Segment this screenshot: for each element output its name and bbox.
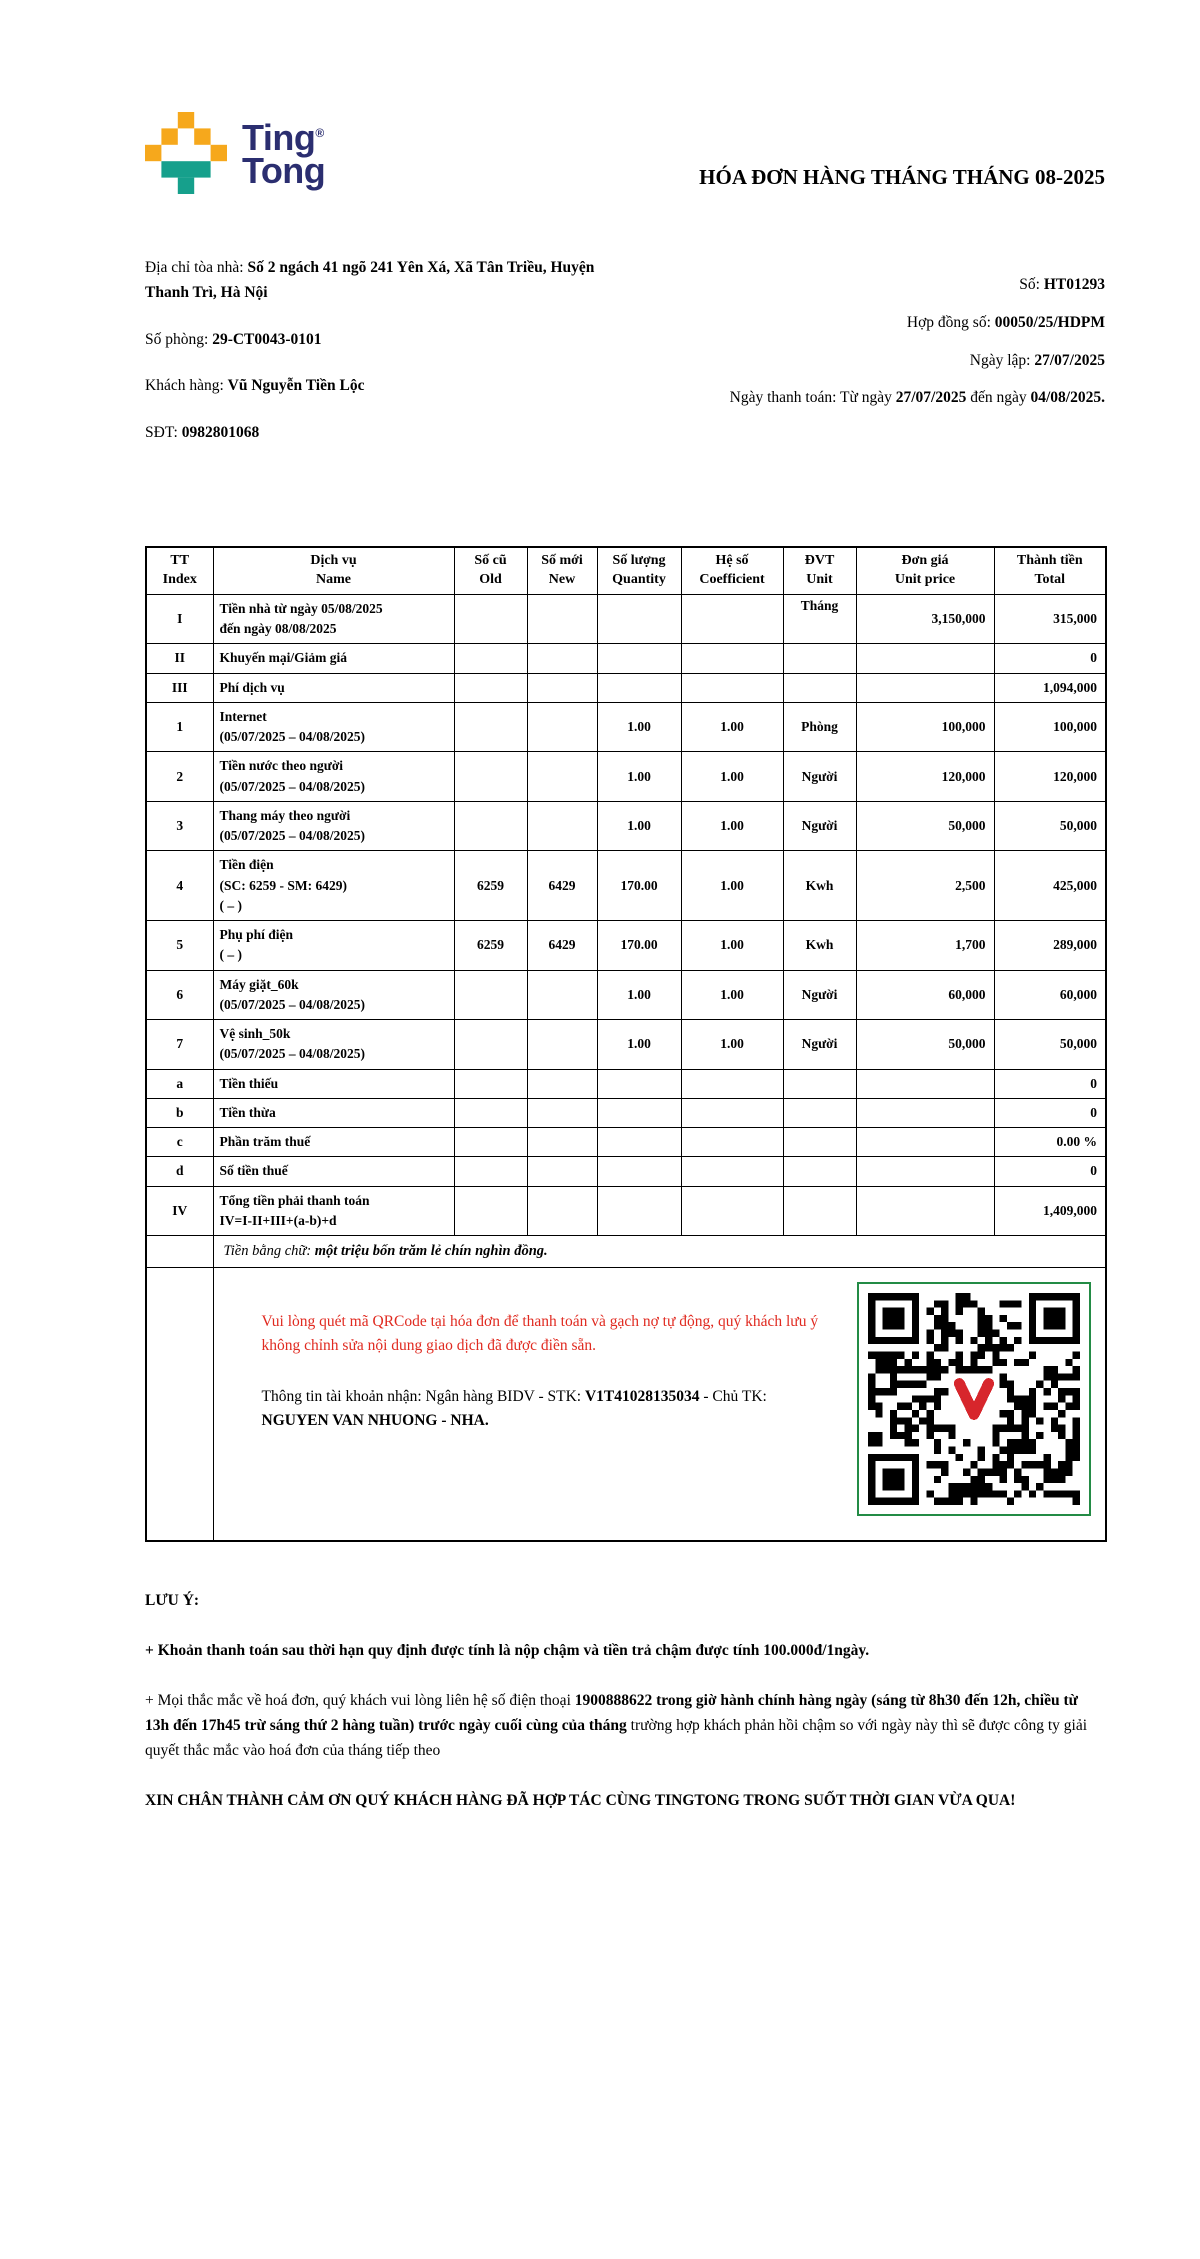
note-contact bbox=[145, 1688, 1105, 1763]
cell-old bbox=[454, 752, 527, 802]
cell-qty: 1.00 bbox=[597, 1020, 681, 1070]
column-header bbox=[856, 547, 994, 594]
table-row bbox=[146, 1128, 1106, 1157]
cell-coef: 1.00 bbox=[681, 1020, 783, 1070]
service-name bbox=[213, 801, 454, 851]
tingtong-logo bbox=[145, 112, 325, 194]
cell-price bbox=[856, 673, 994, 702]
account-intro: Thông tin tài khoản nhận: Ngân hàng BIDV - STK: bbox=[261, 1388, 585, 1406]
cell-price: 120,000 bbox=[856, 752, 994, 802]
cell-unit: Người bbox=[783, 752, 856, 802]
column-header-vi: TT bbox=[170, 552, 190, 568]
cell-unit bbox=[783, 1186, 856, 1236]
service-name bbox=[213, 702, 454, 752]
account-owner-label: - Chủ TK: bbox=[699, 1388, 767, 1406]
column-header bbox=[527, 547, 597, 594]
column-header bbox=[681, 547, 783, 594]
cell-old bbox=[454, 970, 527, 1020]
cell-qty: 1.00 bbox=[597, 752, 681, 802]
cell-total: 0 bbox=[994, 1069, 1106, 1098]
column-header-vi: Dịch vụ bbox=[310, 552, 357, 568]
column-header-vi: Số mới bbox=[541, 552, 583, 568]
cell-total: 315,000 bbox=[994, 594, 1106, 644]
table-row bbox=[146, 851, 1106, 921]
cell-coef: 1.00 bbox=[681, 702, 783, 752]
text-segment: trường hợp khách phản hồi chậm so với ngày này thì sẽ được công ty giải quyết thắc mắc vào hoá đơn của tháng tiếp theo bbox=[145, 1717, 1088, 1760]
cell-total: 0 bbox=[994, 1157, 1106, 1186]
cell-old bbox=[454, 1069, 527, 1098]
table-row bbox=[146, 702, 1106, 752]
text-segment: 29-CT0043-0101 bbox=[212, 330, 322, 348]
tingtong-logo-icon bbox=[145, 112, 227, 194]
cell-new bbox=[527, 1186, 597, 1236]
cell-unit bbox=[783, 644, 856, 673]
account-owner: NGUYEN VAN NHUONG - NHA bbox=[261, 1412, 485, 1430]
invoice-number bbox=[705, 273, 1105, 298]
column-header bbox=[994, 547, 1106, 594]
customer-name bbox=[145, 374, 597, 399]
service-name bbox=[213, 1157, 454, 1186]
cell-qty bbox=[597, 673, 681, 702]
cell-total: 100,000 bbox=[994, 702, 1106, 752]
table-row bbox=[146, 752, 1106, 802]
service-name-line: (05/07/2025 – 04/08/2025) bbox=[219, 778, 365, 794]
cell-new bbox=[527, 1157, 597, 1186]
row-index: IV bbox=[146, 1186, 213, 1236]
row-index: 3 bbox=[146, 801, 213, 851]
service-name-line: Thang máy theo người bbox=[219, 807, 351, 823]
cell-qty bbox=[597, 1098, 681, 1127]
column-header-vi: Hệ số bbox=[715, 552, 749, 568]
invoice-title: HÓA ĐƠN HÀNG THÁNG THÁNG 08-2025 bbox=[699, 165, 1105, 189]
cell-new bbox=[527, 801, 597, 851]
cell-new: 6429 bbox=[527, 851, 597, 921]
cell-total: 0 bbox=[994, 1098, 1106, 1127]
column-header-en: Quantity bbox=[612, 571, 666, 587]
cell-coef: 1.00 bbox=[681, 851, 783, 921]
notes-section bbox=[145, 1592, 1105, 1814]
cell-unit: Người bbox=[783, 970, 856, 1020]
cell-old bbox=[454, 644, 527, 673]
cell-unit: Người bbox=[783, 1020, 856, 1070]
text-segment: Ngày lập: bbox=[969, 351, 1035, 369]
column-header bbox=[213, 547, 454, 594]
cell-old bbox=[454, 1020, 527, 1070]
cell-unit bbox=[783, 673, 856, 702]
cell-new: 6429 bbox=[527, 921, 597, 971]
row-index: d bbox=[146, 1157, 213, 1186]
column-header bbox=[146, 547, 213, 594]
cell-total: 0 bbox=[994, 644, 1106, 673]
cell-old bbox=[454, 594, 527, 644]
column-header-en: Unit bbox=[806, 571, 833, 587]
cell-old bbox=[454, 702, 527, 752]
cell-unit: Phòng bbox=[783, 702, 856, 752]
cell-total: 50,000 bbox=[994, 801, 1106, 851]
empty-index-cell bbox=[146, 1268, 213, 1542]
cell-qty: 170.00 bbox=[597, 851, 681, 921]
cell-new bbox=[527, 644, 597, 673]
cell-old bbox=[454, 1186, 527, 1236]
invoice-table bbox=[145, 546, 1107, 1542]
service-name bbox=[213, 1098, 454, 1127]
cell-qty bbox=[597, 644, 681, 673]
text-segment: trước ngày cuối cùng của tháng bbox=[418, 1717, 627, 1735]
cell-price: 1,700 bbox=[856, 921, 994, 971]
text-segment: SĐT: bbox=[145, 424, 182, 442]
service-name-line: IV=I-II+III+(a-b)+d bbox=[219, 1212, 337, 1228]
cell-price: 60,000 bbox=[856, 970, 994, 1020]
text-segment: Địa chỉ tòa nhà: bbox=[145, 259, 248, 276]
text-segment: Hợp đồng số: bbox=[906, 313, 995, 331]
text-segment: 0982801068 bbox=[181, 424, 260, 442]
row-index: 6 bbox=[146, 970, 213, 1020]
service-name-line: (05/07/2025 – 04/08/2025) bbox=[219, 996, 365, 1012]
cell-qty bbox=[597, 594, 681, 644]
cell-price bbox=[856, 1128, 994, 1157]
text-segment: Vũ Nguyễn Tiền Lộc bbox=[227, 377, 365, 395]
row-index: a bbox=[146, 1069, 213, 1098]
service-name bbox=[213, 752, 454, 802]
info-right-column bbox=[705, 256, 1105, 468]
cell-qty bbox=[597, 1157, 681, 1186]
service-name-line: đến ngày 08/08/2025 bbox=[219, 621, 337, 637]
service-name-line: Phí dịch vụ bbox=[219, 679, 285, 695]
service-name-line: Phụ phí điện bbox=[219, 927, 294, 943]
cell-total: 60,000 bbox=[994, 970, 1106, 1020]
cell-coef: 1.00 bbox=[681, 970, 783, 1020]
account-suffix: . bbox=[484, 1412, 489, 1430]
cell-unit bbox=[783, 1157, 856, 1186]
amount-in-words-row bbox=[146, 1236, 1106, 1268]
text-segment: Số 2 ngách 41 ngõ 241 Yên Xá, Xã Tân Triều, Huyện Thanh Trì, Hà Nội bbox=[145, 259, 595, 301]
cell-new bbox=[527, 970, 597, 1020]
cell-coef bbox=[681, 1069, 783, 1098]
text-segment: HT01293 bbox=[1043, 276, 1105, 293]
cell-new bbox=[527, 702, 597, 752]
text-segment: + Mọi thắc mắc về hoá đơn, quý khách vui lòng liên hệ số điện thoại bbox=[145, 1692, 575, 1710]
cell-old bbox=[454, 801, 527, 851]
column-header bbox=[783, 547, 856, 594]
cell-total: 1,409,000 bbox=[994, 1186, 1106, 1236]
cell-unit bbox=[783, 1128, 856, 1157]
qr-payment-note: Vui lòng quét mã QRCode tại hóa đơn để thanh toán và gạch nợ tự động, quý khách lưu ý không chỉnh sửa nội dung giao dịch đã được điền sẵn. bbox=[261, 1313, 819, 1355]
service-name bbox=[213, 1020, 454, 1070]
column-header bbox=[597, 547, 681, 594]
column-header-en: Coefficient bbox=[699, 571, 765, 587]
cell-old: 6259 bbox=[454, 851, 527, 921]
cell-qty: 1.00 bbox=[597, 702, 681, 752]
table-row bbox=[146, 1069, 1106, 1098]
cell-old: 6259 bbox=[454, 921, 527, 971]
cell-coef bbox=[681, 594, 783, 644]
row-index: 1 bbox=[146, 702, 213, 752]
cell-new bbox=[527, 1128, 597, 1157]
service-name-line: Tổng tiền phải thanh toán bbox=[219, 1192, 370, 1208]
logo-word-tong: Tong bbox=[242, 150, 326, 192]
table-row bbox=[146, 644, 1106, 673]
text-segment: 27/07/2025 bbox=[895, 389, 967, 407]
column-header-vi: Thành tiền bbox=[1016, 552, 1083, 568]
cell-total: 0.00 % bbox=[994, 1128, 1106, 1157]
contract-number bbox=[705, 311, 1105, 336]
service-name-line: Tiền nước theo người bbox=[219, 758, 344, 774]
cell-new bbox=[527, 1069, 597, 1098]
column-header-en: Index bbox=[162, 571, 197, 587]
row-index: b bbox=[146, 1098, 213, 1127]
cell-total: 1,094,000 bbox=[994, 673, 1106, 702]
service-name-line: Khuyến mại/Giảm giá bbox=[219, 650, 348, 666]
account-info bbox=[262, 1385, 828, 1433]
table-row bbox=[146, 921, 1106, 971]
cell-price bbox=[856, 1186, 994, 1236]
column-header-en: Unit price bbox=[894, 571, 956, 587]
table-head bbox=[146, 547, 1106, 594]
cell-unit bbox=[783, 1069, 856, 1098]
cell-qty: 170.00 bbox=[597, 921, 681, 971]
cell-qty bbox=[597, 1069, 681, 1098]
service-name-line: Số tiền thuế bbox=[219, 1163, 288, 1179]
table-row bbox=[146, 970, 1106, 1020]
cell-coef: 1.00 bbox=[681, 801, 783, 851]
amount-in-words-value: một triệu bốn trăm lẻ chín nghìn đồng. bbox=[314, 1243, 548, 1260]
service-name bbox=[213, 673, 454, 702]
issue-date bbox=[705, 349, 1105, 374]
cell-new bbox=[527, 1098, 597, 1127]
table-row bbox=[146, 1186, 1106, 1236]
table-row bbox=[146, 1157, 1106, 1186]
room-number bbox=[145, 328, 597, 353]
cell-unit bbox=[783, 1098, 856, 1127]
cell-total: 120,000 bbox=[994, 752, 1106, 802]
phone-number bbox=[145, 421, 597, 446]
notes-heading: LƯU Ý: bbox=[145, 1592, 200, 1610]
service-name-line: (05/07/2025 – 04/08/2025) bbox=[219, 729, 365, 745]
text-segment: Số phòng: bbox=[145, 330, 213, 348]
service-name bbox=[213, 644, 454, 673]
qr-row bbox=[146, 1268, 1106, 1542]
cell-coef bbox=[681, 1128, 783, 1157]
payment-period bbox=[705, 386, 1105, 411]
cell-unit: Người bbox=[783, 801, 856, 851]
cell-old bbox=[454, 673, 527, 702]
cell-unit: Kwh bbox=[783, 851, 856, 921]
table-foot bbox=[146, 1236, 1106, 1542]
service-name bbox=[213, 1186, 454, 1236]
cell-total: 50,000 bbox=[994, 1020, 1106, 1070]
table-row bbox=[146, 673, 1106, 702]
cell-price: 100,000 bbox=[856, 702, 994, 752]
cell-new bbox=[527, 673, 597, 702]
logo-word-ting: Ting® bbox=[242, 117, 324, 158]
registered-mark: ® bbox=[315, 126, 324, 140]
service-name bbox=[213, 594, 454, 644]
qr-note-block bbox=[262, 1282, 828, 1433]
cell-price: 50,000 bbox=[856, 801, 994, 851]
text-segment: 1900888622 trong giờ hành chính hàng ngày (sáng từ 8h30 đến 12h, chiều từ 13h đến 17h45 trừ sáng thứ 2 hàng tuần) bbox=[145, 1692, 1078, 1735]
column-header-vi: Đơn giá bbox=[901, 552, 949, 568]
cell-qty: 1.00 bbox=[597, 970, 681, 1020]
cell-new bbox=[527, 594, 597, 644]
cell-new bbox=[527, 1020, 597, 1070]
cell-price bbox=[856, 1069, 994, 1098]
text-segment: Số: bbox=[1019, 276, 1044, 293]
cell-old bbox=[454, 1098, 527, 1127]
cell-price: 3,150,000 bbox=[856, 594, 994, 644]
text-segment: Ngày thanh toán: Từ ngày bbox=[729, 389, 896, 407]
service-name-line: Tiền thiếu bbox=[219, 1075, 279, 1091]
qr-section bbox=[213, 1268, 1106, 1542]
cell-new bbox=[527, 752, 597, 802]
table-row bbox=[146, 594, 1106, 644]
table-body bbox=[146, 594, 1106, 1235]
cell-price: 50,000 bbox=[856, 1020, 994, 1070]
note-thanks: XIN CHÂN THÀNH CẢM ƠN QUÝ KHÁCH HÀNG ĐÃ HỢP TÁC CÙNG TINGTONG TRONG SUỐT THỜI GIAN VỪA QUA! bbox=[145, 1792, 1016, 1810]
row-index: 5 bbox=[146, 921, 213, 971]
account-number: V1T41028135034 bbox=[584, 1388, 700, 1406]
row-index: I bbox=[146, 594, 213, 644]
table-row bbox=[146, 801, 1106, 851]
table-row bbox=[146, 1020, 1106, 1070]
building-address bbox=[145, 256, 597, 306]
cell-old bbox=[454, 1157, 527, 1186]
column-header-en: Name bbox=[316, 571, 351, 587]
cell-coef bbox=[681, 1098, 783, 1127]
cell-coef bbox=[681, 1157, 783, 1186]
info-left-column bbox=[145, 256, 597, 468]
column-header-vi: ĐVT bbox=[804, 552, 835, 568]
table-row bbox=[146, 1098, 1106, 1127]
row-index: c bbox=[146, 1128, 213, 1157]
row-index: 2 bbox=[146, 752, 213, 802]
text-segment: đến ngày bbox=[966, 389, 1031, 407]
column-header-vi: Số lượng bbox=[612, 552, 666, 568]
cell-old bbox=[454, 1128, 527, 1157]
cell-qty: 1.00 bbox=[597, 801, 681, 851]
text-segment: 00050/25/HDPM bbox=[994, 313, 1105, 331]
cell-coef bbox=[681, 644, 783, 673]
qr-code-image bbox=[868, 1293, 1080, 1505]
cell-qty bbox=[597, 1186, 681, 1236]
cell-coef bbox=[681, 673, 783, 702]
column-header-en: Total bbox=[1034, 571, 1066, 587]
text-segment: 04/08/2025. bbox=[1030, 389, 1105, 407]
cell-coef: 1.00 bbox=[681, 752, 783, 802]
header bbox=[145, 112, 1105, 194]
empty-index-cell bbox=[146, 1236, 213, 1268]
row-index: II bbox=[146, 644, 213, 673]
cell-coef bbox=[681, 1186, 783, 1236]
column-header-vi: Số cũ bbox=[474, 552, 507, 568]
cell-qty bbox=[597, 1128, 681, 1157]
qr-code bbox=[857, 1282, 1091, 1516]
logo-wordmark bbox=[242, 112, 326, 192]
cell-unit: Kwh bbox=[783, 921, 856, 971]
cell-price bbox=[856, 1098, 994, 1127]
service-name-line: (05/07/2025 – 04/08/2025) bbox=[219, 1046, 365, 1062]
note-late-payment: + Khoản thanh toán sau thời hạn quy định được tính là nộp chậm và tiền trả chậm được tính 100.000đ/1ngày. bbox=[145, 1642, 870, 1660]
cell-total: 425,000 bbox=[994, 851, 1106, 921]
cell-coef: 1.00 bbox=[681, 921, 783, 971]
service-name-line: Phần trăm thuế bbox=[219, 1134, 311, 1150]
amount-in-words bbox=[213, 1236, 1106, 1268]
service-name bbox=[213, 851, 454, 921]
cell-total: 289,000 bbox=[994, 921, 1106, 971]
service-name-line: Tiền thừa bbox=[219, 1104, 276, 1120]
table-header-row bbox=[146, 547, 1106, 594]
service-name-line: (05/07/2025 – 04/08/2025) bbox=[219, 828, 365, 844]
service-name-line: ( – ) bbox=[219, 897, 242, 913]
service-name bbox=[213, 921, 454, 971]
service-name-line: ( – ) bbox=[219, 947, 242, 963]
column-header bbox=[454, 547, 527, 594]
text-segment: 27/07/2025 bbox=[1034, 351, 1105, 369]
cell-price bbox=[856, 1157, 994, 1186]
amount-in-words-label: Tiền bằng chữ: bbox=[223, 1243, 315, 1260]
service-name-line: (SC: 6259 - SM: 6429) bbox=[219, 877, 347, 893]
service-name bbox=[213, 1069, 454, 1098]
service-name bbox=[213, 1128, 454, 1157]
column-header-en: Old bbox=[479, 571, 502, 587]
row-index: 4 bbox=[146, 851, 213, 921]
cell-price: 2,500 bbox=[856, 851, 994, 921]
service-name-line: Vệ sinh_50k bbox=[219, 1026, 291, 1042]
service-name-line: Tiền điện bbox=[219, 857, 274, 873]
invoice-info bbox=[145, 256, 1105, 468]
service-name bbox=[213, 970, 454, 1020]
service-name-line: Máy giặt_60k bbox=[219, 976, 299, 992]
row-index: 7 bbox=[146, 1020, 213, 1070]
cell-unit: Tháng bbox=[783, 594, 856, 644]
service-name-line: Internet bbox=[219, 708, 267, 724]
text-segment: Khách hàng: bbox=[145, 377, 228, 395]
cell-price bbox=[856, 644, 994, 673]
column-header-en: New bbox=[548, 571, 576, 587]
row-index: III bbox=[146, 673, 213, 702]
service-name-line: Tiền nhà từ ngày 05/08/2025 bbox=[219, 600, 383, 616]
